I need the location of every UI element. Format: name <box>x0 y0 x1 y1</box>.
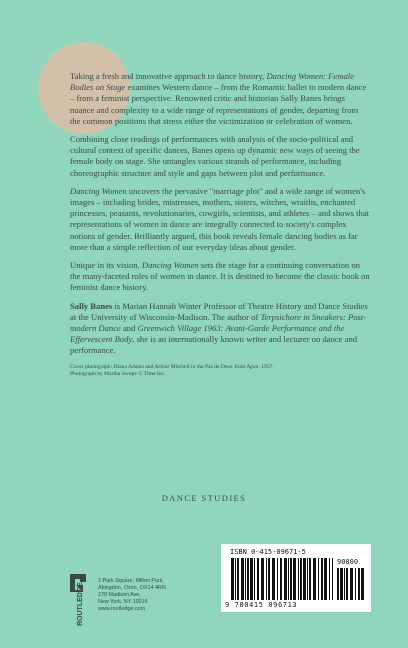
svg-text:ROUTLEDGE: ROUTLEDGE <box>77 582 84 626</box>
barcode-bar <box>309 558 311 600</box>
barcode-bar <box>321 558 323 600</box>
barcode-bar <box>284 558 287 600</box>
barcode-bar <box>280 558 282 600</box>
barcode-bar <box>257 558 259 600</box>
barcode-bar <box>350 568 353 600</box>
barcode-bar <box>245 558 246 600</box>
photo-credit: Cover photograph: Diana Adams and Arthur Mitchell in the Pas de Deux from Agon, 1957. Photograph by Martha Swope © Time Inc. <box>70 363 274 377</box>
barcode-bar <box>290 558 292 600</box>
barcode-bar <box>361 568 364 600</box>
ean-number: 9 780415 096713 <box>225 601 298 609</box>
barcode-bar <box>261 558 264 600</box>
barcode-bar <box>340 568 343 600</box>
addon-bars <box>337 568 365 600</box>
barcode-bar <box>303 558 306 600</box>
barcode-bar <box>288 558 289 600</box>
blurb-paragraph-1: Taking a fresh and innovative approach to dance history, Dancing Women: Female Bodies on Stage examines Western dance – from the Romantic ballet to modern dance – from a feminist perspective. Renowned critic and historian Sally Banes brings nuance and complexity to a wide range of representations of gender, departing from the common positions that stress either the victimization or celebration of women. <box>70 71 367 126</box>
barcode-bar <box>318 558 319 600</box>
isbn-barcode <box>221 544 371 612</box>
subject-category: DANCE STUDIES <box>161 493 247 503</box>
barcode-bar <box>355 568 356 600</box>
barcode-bar <box>324 558 327 600</box>
address-line: New York, NY 10016 <box>98 599 148 605</box>
barcode-bar <box>332 558 333 600</box>
address-line: 2 Park Square, Milton Park, <box>98 578 164 584</box>
barcode-bar <box>266 558 267 600</box>
blurb-paragraph-4: Unique in its vision, Dancing Women sets the stage for a continuing conversation on the many-faceted roles of women in dance. It is destined to become the classic book on feminist dance history. <box>70 260 370 293</box>
barcode-bar <box>344 568 345 600</box>
isbn-number: ISBN 0-415-09671-5 <box>230 548 306 556</box>
barcode-bar <box>231 558 234 600</box>
barcode-bar <box>247 558 249 600</box>
barcode-bar <box>277 558 278 600</box>
author-bio: Sally Banes is Marian Hannah Winter Professor of Theatre History and Dance Studies at the University of Wisconsin-Madison. The author of Terpsichore in Sneakers: Post-modern Dance and Greenwich Village 1963: Avant-Garde Performance and the Effervescent Body, she is an internationally known writer and lecturer on dance and performance. <box>70 300 368 356</box>
barcode-bar <box>237 558 239 600</box>
barcode-bar <box>337 568 339 600</box>
blurb-paragraph-3: Dancing Women uncovers the pervasive "marriage plot" and a wide range of women's images – including brides, mistresses, mothers, sisters, witches, wraiths, enchanted princesses, peasants, revolutionaries, cowgirls, scientists, and athletes – and shows that representations of women in dance are integrally connected to society's complex notions of gender. Brilliantly argued, this book reveals female dancing bodies as far more than a simple reflection of our everyday ideas about gender. <box>70 185 370 252</box>
barcode-bar <box>300 558 302 600</box>
barcode-bar <box>250 558 253 600</box>
address-line: www.routledge.com <box>98 606 146 612</box>
barcode-bar <box>307 558 308 600</box>
barcode-bar <box>241 558 244 600</box>
back-cover-blurb <box>70 71 370 385</box>
price-addon-number: 90000 <box>337 558 359 566</box>
barcode-bar <box>298 558 299 600</box>
barcode-bar <box>268 558 270 600</box>
barcode-bar <box>293 558 296 600</box>
barcode-bar <box>313 558 316 600</box>
address-line: Abingdon, Oxon, OX14 4RN <box>98 585 166 591</box>
barcode-bar <box>358 568 360 600</box>
barcode-bar <box>272 558 275 600</box>
barcode-bar <box>329 558 330 600</box>
barcode-bar <box>346 568 348 600</box>
barcode-bar <box>254 558 255 600</box>
publisher-address <box>98 578 166 613</box>
ean-bars <box>231 558 333 600</box>
barcode-bar <box>235 558 236 600</box>
address-line: 270 Madison Ave, <box>98 592 141 598</box>
routledge-logo <box>66 572 90 628</box>
blurb-paragraph-2: Combining close readings of performances with analysis of the socio-political and cultural context of specific dances, Banes opens up dynamic new ways of seeing the female body on stage. She untangles various strands of performance, including choreographic structure and style and gaps between plot and performance. <box>70 134 360 178</box>
